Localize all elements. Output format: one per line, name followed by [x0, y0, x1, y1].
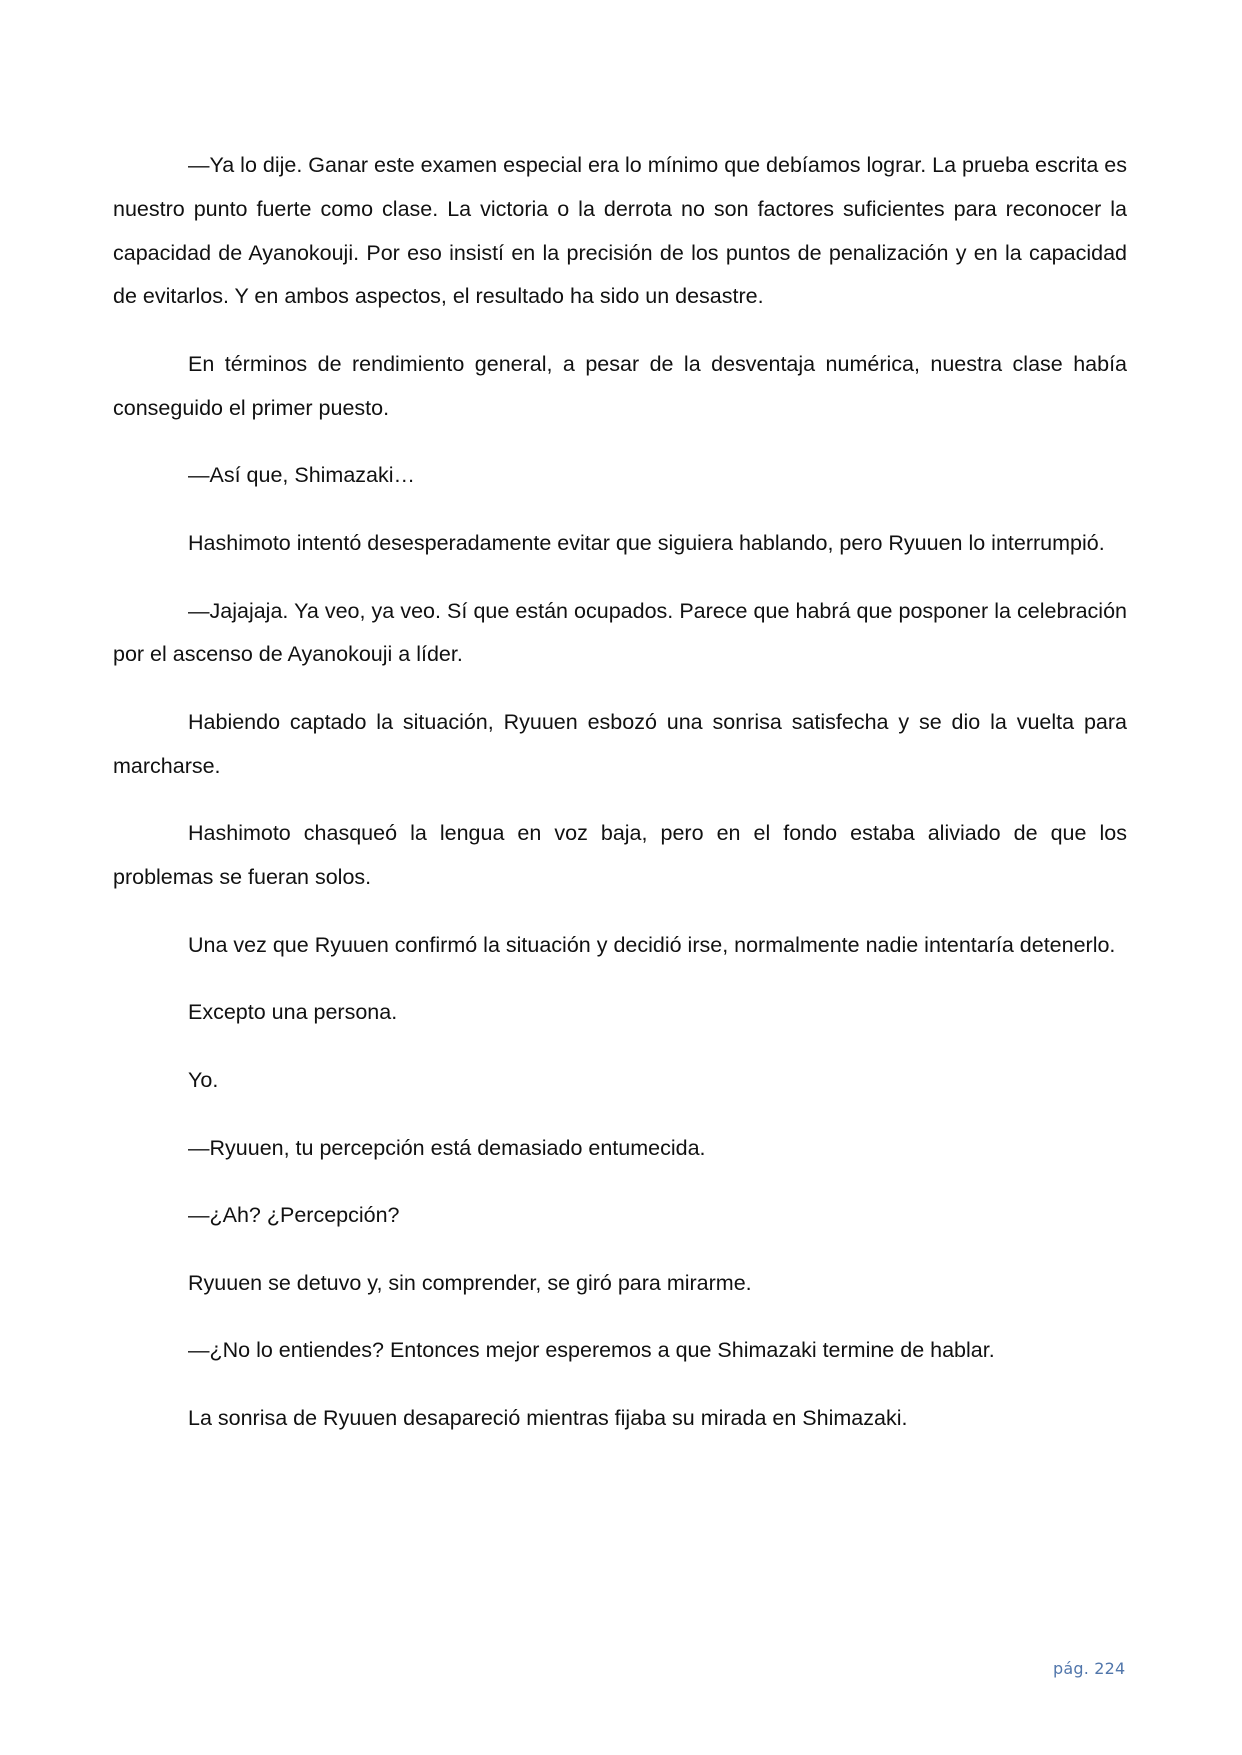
paragraph: En términos de rendimiento general, a pesar de la desventaja numérica, nuestra clase había conseguido el primer puesto. — [113, 351, 1127, 420]
body-text — [113, 144, 1127, 1464]
page-number: pág. 224 — [1053, 1659, 1126, 1678]
paragraph: Excepto una persona. — [188, 1000, 398, 1025]
paragraph: Hashimoto chasqueó la lengua en voz baja, pero en el fondo estaba aliviado de que los problemas se fueran solos. — [113, 821, 1127, 890]
paragraph: —¿Ah? ¿Percepción? — [188, 1203, 400, 1228]
paragraph: —Jajajaja. Ya veo, ya veo. Sí que están ocupados. Parece que habrá que posponer la celebración por el ascenso de Ayanokouji a líder. — [113, 598, 1127, 667]
paragraph: —Ryuuen, tu percepción está demasiado entumecida. — [188, 1135, 706, 1160]
paragraph: —¿No lo entiendes? Entonces mejor esperemos a que Shimazaki termine de hablar. — [188, 1338, 995, 1363]
paragraph: Habiendo captado la situación, Ryuuen esbozó una sonrisa satisfecha y se dio la vuelta para marcharse. — [113, 709, 1127, 778]
paragraph: Yo. — [188, 1067, 219, 1092]
paragraph: Hashimoto intentó desesperadamente evitar que siguiera hablando, pero Ryuuen lo interrumpió. — [188, 530, 1105, 555]
paragraph: —Así que, Shimazaki… — [188, 463, 416, 488]
paragraph: —Ya lo dije. Ganar este examen especial era lo mínimo que debíamos lograr. La prueba escrita es nuestro punto fuerte como clase. La victoria o la derrota no son factores suficientes para reconocer la capacidad de Ayanokouji. Por eso insistí en la precisión de los puntos de penalización y en la capacidad de evitarlos. Y en ambos aspectos, el resultado ha sido un desastre. — [113, 153, 1127, 309]
paragraph: Una vez que Ryuuen confirmó la situación y decidió irse, normalmente nadie intentaría detenerlo. — [188, 932, 1116, 957]
paragraph: Ryuuen se detuvo y, sin comprender, se giró para mirarme. — [188, 1270, 752, 1295]
paragraph: La sonrisa de Ryuuen desapareció mientras fijaba su mirada en Shimazaki. — [188, 1405, 908, 1430]
